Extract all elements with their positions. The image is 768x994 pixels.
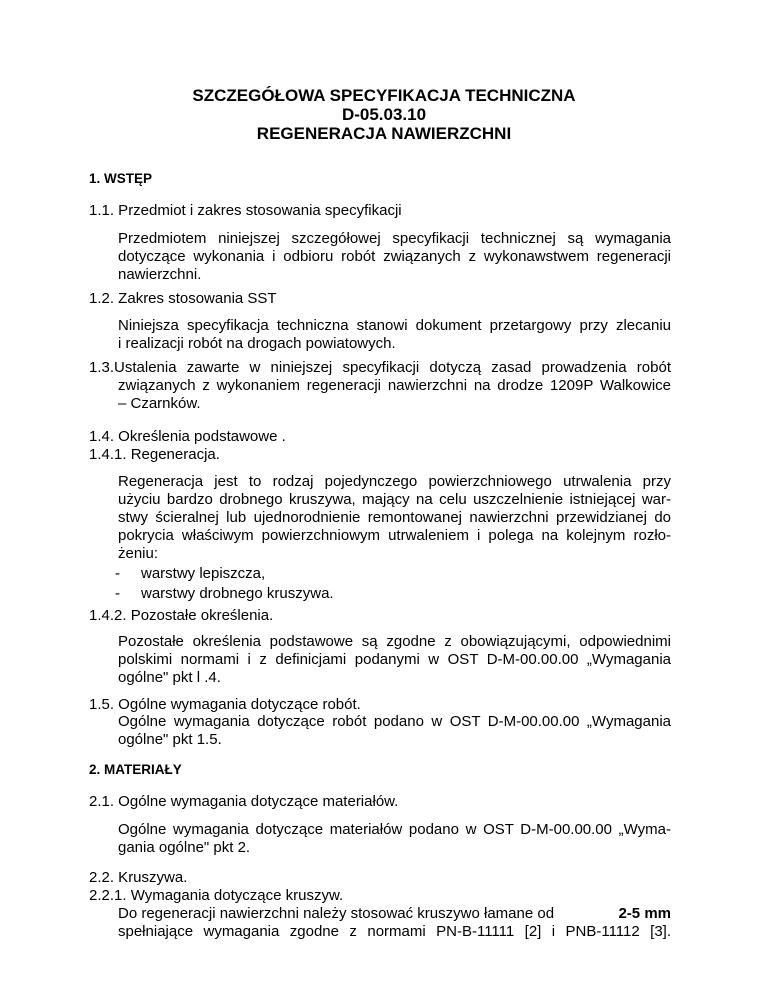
paragraph-line: gania ogólne" pkt 2. (118, 839, 251, 856)
heading-1-5: 1.5. Ogólne wymagania dotyczące robót. (89, 696, 361, 713)
paragraph-line: Niniejsza specyfikacja techniczna stanowi dokument przetargowy przy zlecaniu (118, 317, 671, 334)
paragraph-line: – Czarnków. (118, 395, 201, 412)
paragraph-line: użyciu bardzo drobnego kruszywa, mający na celu uszczelnienie istniejącej war- (118, 491, 671, 508)
paragraph-line (118, 904, 671, 924)
paragraph-line: ogólne" pkt l .4. (118, 669, 221, 686)
section-heading-1: 1. WSTĘP (89, 171, 153, 186)
list-item: warstwy drobnego kruszywa. (141, 585, 334, 602)
paragraph-line: Ogólne wymagania dotyczące robót podano w OST D-M-00.00.00 „Wymagania (118, 713, 671, 730)
document-subject: REGENERACJA NAWIERZCHNI (256, 124, 512, 143)
heading-1-4: 1.4. Określenia podstawowe . (89, 428, 286, 445)
paragraph-line: nawierzchni. (118, 266, 202, 283)
paragraph-line: Regeneracja jest to rodzaj pojedynczego powierzchniowego utrwalenia przy (118, 473, 671, 490)
heading-1-4-2: 1.4.2. Pozostałe określenia. (89, 607, 274, 624)
paragraph-line: pokrycia właściwym powierzchniowym utrwaleniem i polega na kolejnym rozło- (118, 527, 671, 544)
bullet-marker: - (115, 585, 120, 602)
document-title: SZCZEGÓŁOWA SPECYFIKACJA TECHNICZNA (192, 86, 576, 105)
paragraph-text: Do regeneracji nawierzchni należy stosować kruszywo łamane od (118, 905, 555, 922)
paragraph-line: spełniające wymagania zgodne z normami PN-B-11111 [2] i PNB-11112 [3]. (118, 923, 671, 940)
paragraph-line: Pozostałe określenia podstawowe są zgodne z obowiązującymi, odpowiednimi (118, 633, 671, 650)
bullet-marker: - (115, 565, 120, 582)
paragraph-line: stwy ścieralnej lub ujednorodnienie remontowanej nawierzchni przewidzianej do (118, 509, 671, 526)
heading-2-1: 2.1. Ogólne wymagania dotyczące materiałów. (89, 793, 399, 810)
document-code: D-05.03.10 (341, 105, 427, 124)
paragraph-line: Przedmiotem niniejszej szczegółowej specyfikacji technicznej są wymagania (118, 230, 671, 247)
paragraph-line: i realizacji robót na drogach powiatowych. (118, 335, 396, 352)
heading-2-2: 2.2. Kruszywa. (89, 869, 188, 886)
paragraph-line: polskimi normami i z definicjami podanymi w OST D-M-00.00.00 „Wymagania (118, 651, 671, 668)
paragraph-line: związanych z wykonaniem regeneracji nawierzchni na drodze 1209P Walkowice (118, 377, 671, 394)
heading-2-2-1: 2.2.1. Wymagania dotyczące kruszyw. (89, 887, 344, 904)
heading-1-2: 1.2. Zakres stosowania SST (89, 290, 277, 307)
paragraph-line: żeniu: (118, 545, 159, 562)
paragraph-line: Ogólne wymagania dotyczące materiałów podano w OST D-M-00.00.00 „Wyma- (118, 821, 671, 838)
list-item: warstwy lepiszcza, (141, 565, 266, 582)
paragraph-line: ogólne" pkt 1.5. (118, 731, 222, 748)
paragraph-1-3-line: 1.3.Ustalenia zawarte w niniejszej specyfikacji dotyczą zasad prowadzenia robót (89, 359, 671, 376)
heading-1-1: 1.1. Przedmiot i zakres stosowania specyfikacji (89, 202, 402, 219)
section-heading-2: 2. MATERIAŁY (89, 762, 182, 777)
paragraph-line: dotyczące wykonania i odbioru robót związanych z wykonawstwem regeneracji (118, 248, 671, 265)
aggregate-size-value: 2-5 mm (618, 905, 671, 922)
heading-1-4-1: 1.4.1. Regeneracja. (89, 446, 220, 463)
